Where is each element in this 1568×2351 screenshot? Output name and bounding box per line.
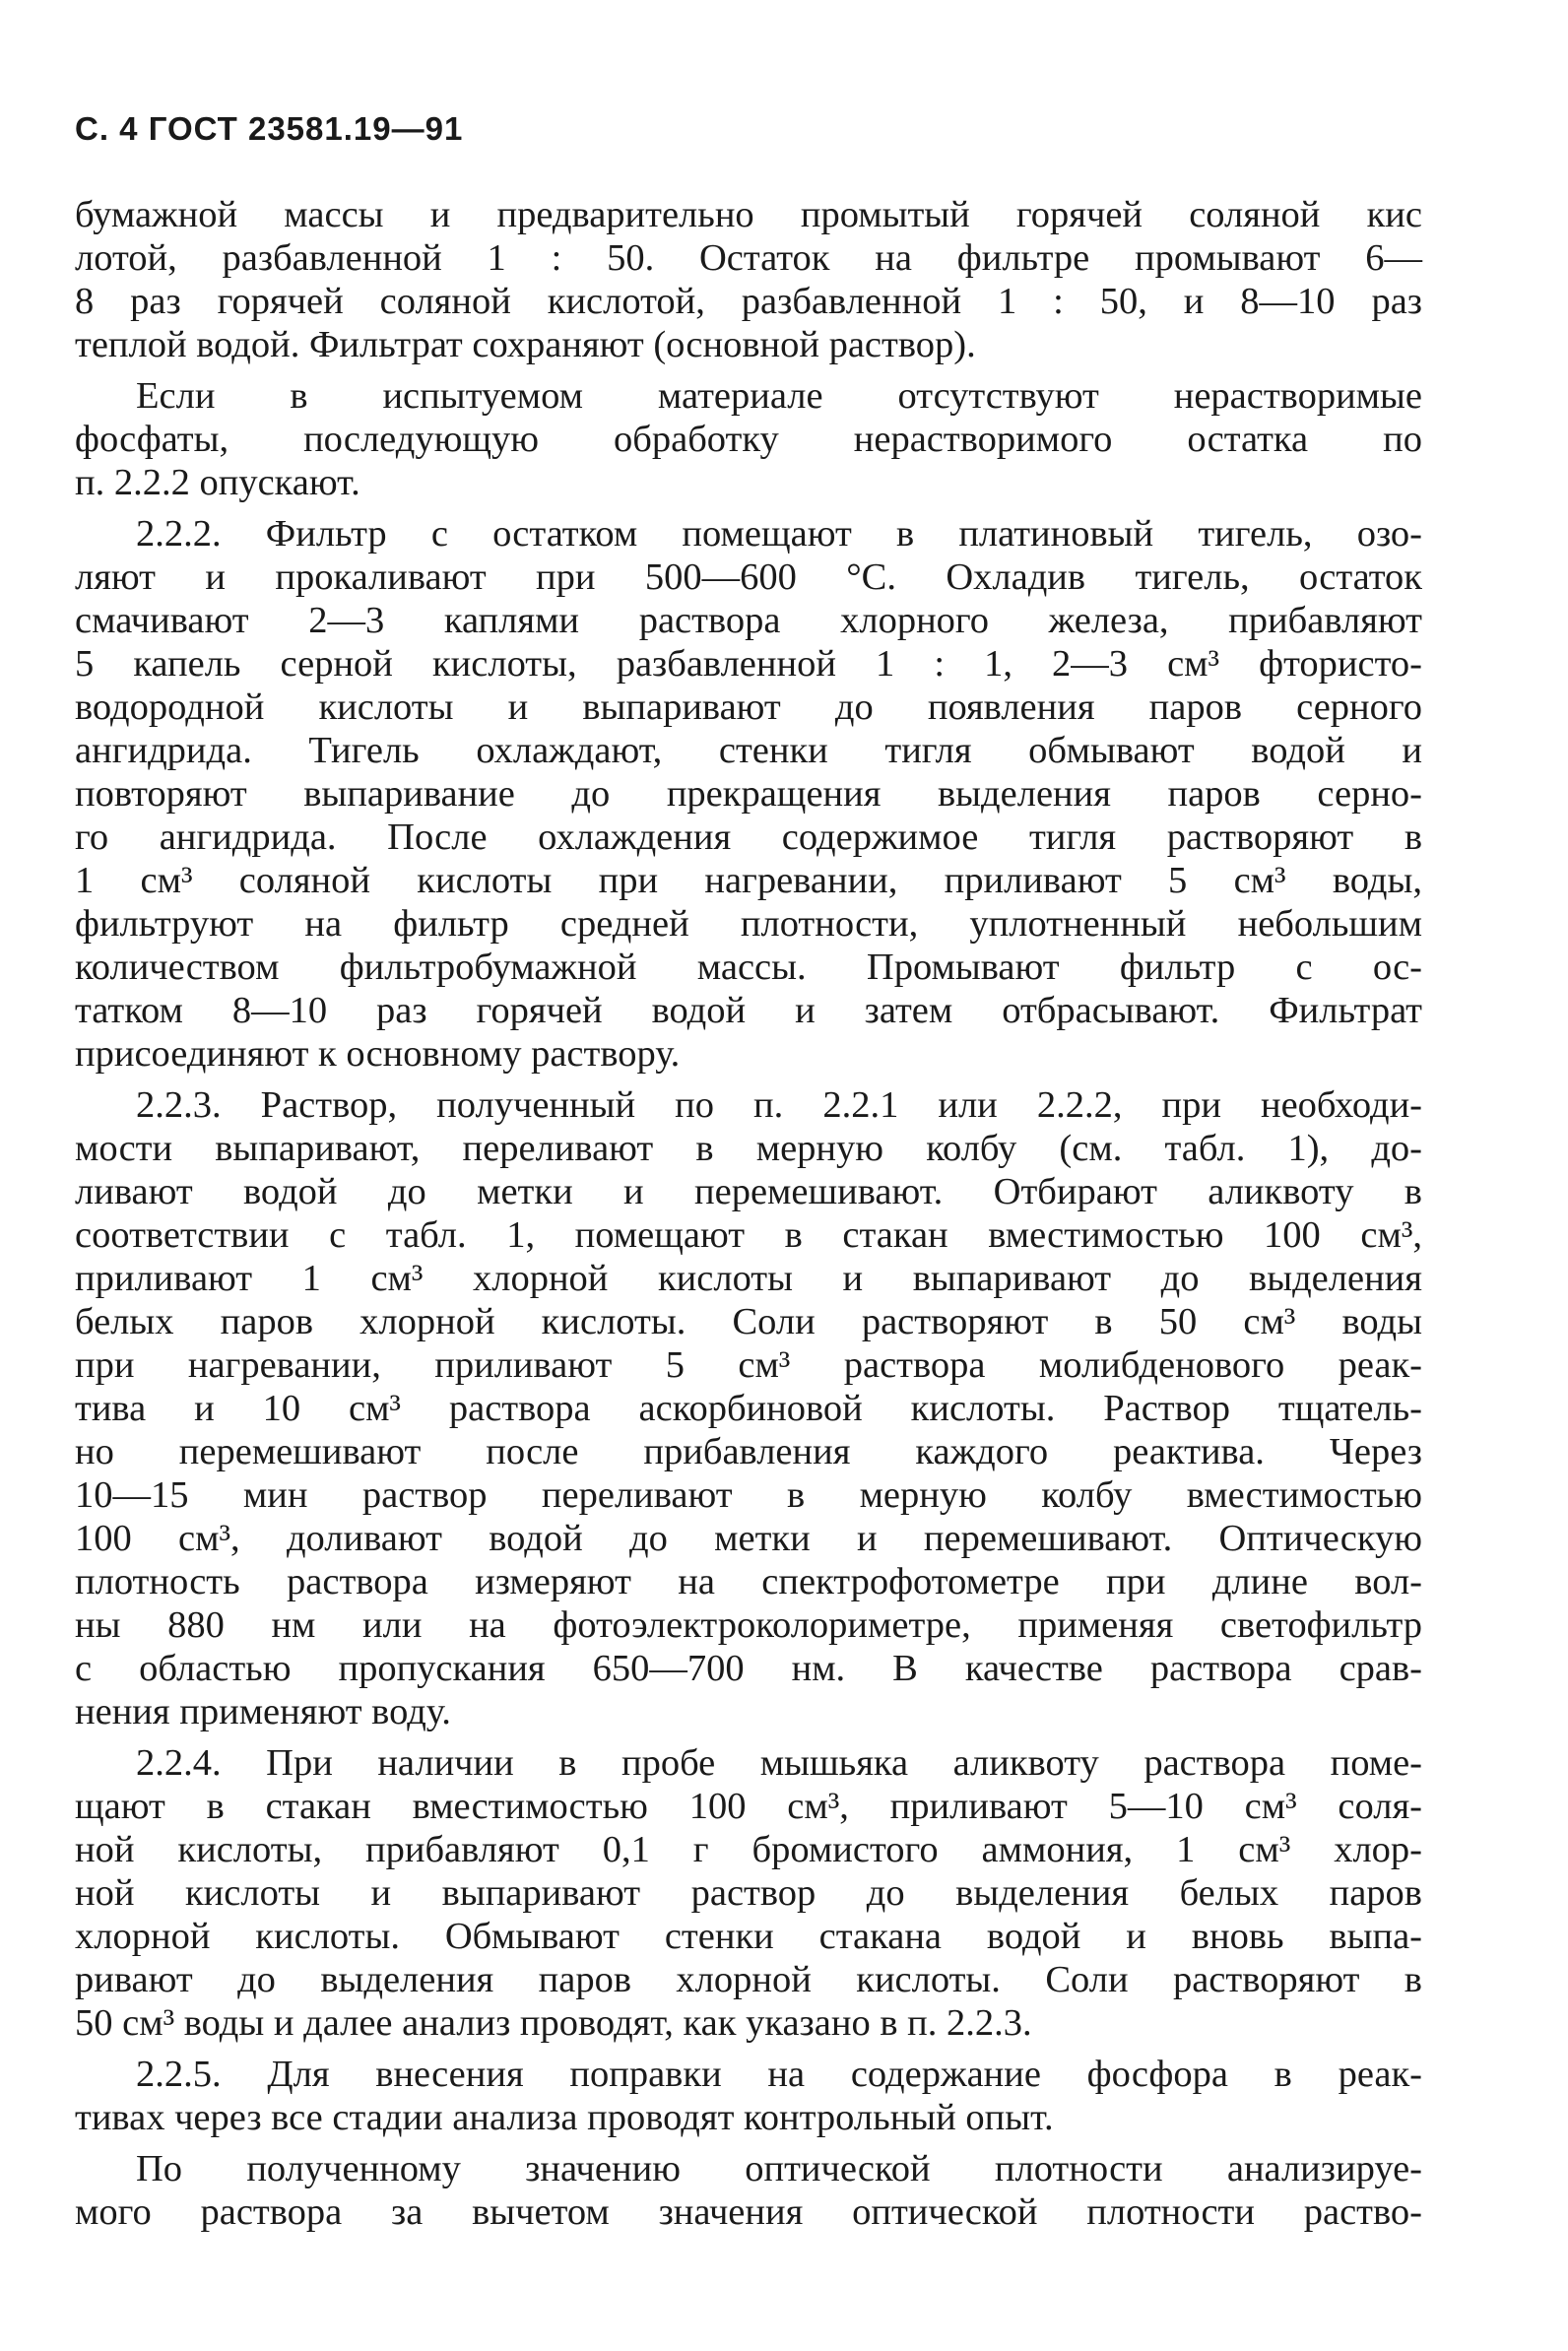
body-text — [75, 193, 1422, 2234]
paragraph — [75, 193, 1422, 366]
text-line: приливают 1 см³ хлорной кислоты и выпаривают до выделения — [75, 1258, 1422, 1299]
text-line: ангидрида. Тигель охлаждают, стенки тигля обмывают водой и — [75, 730, 1422, 771]
text-line: хлорной кислоты. Обмывают стенки стакана водой и вновь выпа- — [75, 1916, 1422, 1957]
text-line: 5 капель серной кислоты, разбавленной 1 : 1, 2—3 см³ фтористо- — [75, 643, 1422, 685]
text-line: 1 см³ соляной кислоты при нагревании, приливают 5 см³ воды, — [75, 860, 1422, 901]
text-line: ны 880 нм или на фотоэлектроколориметре, применяя светофильтр — [75, 1604, 1422, 1646]
text-line: повторяют выпаривание до прекращения выделения паров серно- — [75, 773, 1422, 815]
text-line: плотность раствора измеряют на спектрофотометре при длине вол- — [75, 1561, 1422, 1602]
text-line: тивах через все стадии анализа проводят контрольный опыт. — [75, 2097, 1054, 2138]
text-line: нения применяют воду. — [75, 1691, 451, 1732]
text-line: соответствии с табл. 1, помещают в стакан вместимостью 100 см³, — [75, 1214, 1422, 1256]
paragraph — [75, 2147, 1422, 2234]
text-line: 10—15 мин раствор переливают в мерную колбу вместимостью — [75, 1474, 1422, 1516]
text-line: лотой, разбавленной 1 : 50. Остаток на фильтре промывают 6— — [75, 237, 1422, 279]
text-line: количеством фильтробумажной массы. Промывают фильтр с ос- — [75, 947, 1422, 988]
text-line: смачивают 2—3 каплями раствора хлорного железа, прибавляют — [75, 600, 1422, 641]
paragraph — [75, 512, 1422, 1076]
text-line: водородной кислоты и выпаривают до появления паров серного — [75, 686, 1422, 728]
text-line: ной кислоты, прибавляют 0,1 г бромистого аммония, 1 см³ хлор- — [75, 1829, 1422, 1870]
paragraph — [75, 2053, 1422, 2139]
text-line: мости выпаривают, переливают в мерную колбу (см. табл. 1), до- — [75, 1128, 1422, 1169]
text-line: при нагревании, приливают 5 см³ раствора молибденового реак- — [75, 1344, 1422, 1386]
text-line: белых паров хлорной кислоты. Соли растворяют в 50 см³ воды — [75, 1301, 1422, 1342]
text-line: теплой водой. Фильтрат сохраняют (основной раствор). — [75, 324, 976, 365]
text-line: п. 2.2.2 опускают. — [75, 462, 360, 503]
text-line: По полученному значению оптической плотности анализируе- — [136, 2148, 1422, 2189]
text-line: ной кислоты и выпаривают раствор до выделения белых паров — [75, 1872, 1422, 1914]
paragraph — [75, 374, 1422, 504]
page-header: С. 4 ГОСТ 23581.19—91 — [75, 110, 464, 147]
text-line: фосфаты, последующую обработку нерастворимого остатка по — [75, 419, 1422, 460]
text-line: щают в стакан вместимостью 100 см³, приливают 5—10 см³ соля- — [75, 1786, 1422, 1827]
text-line: 2.2.5. Для внесения поправки на содержание фосфора в реак- — [136, 2054, 1422, 2095]
text-line: бумажной массы и предварительно промытый горячей соляной кис — [75, 194, 1422, 235]
text-line: го ангидрида. После охлаждения содержимое тигля растворяют в — [75, 816, 1422, 858]
text-line: 8 раз горячей соляной кислотой, разбавленной 1 : 50, и 8—10 раз — [75, 281, 1422, 322]
text-line: 2.2.3. Раствор, полученный по п. 2.2.1 или 2.2.2, при необходи- — [136, 1084, 1422, 1126]
text-line: тива и 10 см³ раствора аскорбиновой кислоты. Раствор тщатель- — [75, 1388, 1422, 1429]
text-line: 50 см³ воды и далее анализ проводят, как указано в п. 2.2.3. — [75, 2002, 1032, 2044]
text-line: фильтруют на фильтр средней плотности, уплотненный небольшим — [75, 903, 1422, 945]
text-line: ляют и прокаливают при 500—600 °С. Охладив тигель, остаток — [75, 556, 1422, 598]
text-line: Если в испытуемом материале отсутствуют нерастворимые — [136, 375, 1422, 417]
text-line: 2.2.2. Фильтр с остатком помещают в платиновый тигель, озо- — [136, 513, 1422, 555]
text-line: 100 см³, доливают водой до метки и перемешивают. Оптическую — [75, 1518, 1422, 1559]
text-line: ривают до выделения паров хлорной кислоты. Соли растворяют в — [75, 1959, 1422, 2000]
paragraph — [75, 1083, 1422, 1733]
text-line: татком 8—10 раз горячей водой и затем отбрасывают. Фильтрат — [75, 990, 1422, 1031]
text-line: присоединяют к основному раствору. — [75, 1033, 681, 1075]
paragraph — [75, 1741, 1422, 2045]
text-line: с областью пропускания 650—700 нм. В качестве раствора срав- — [75, 1648, 1422, 1689]
text-line: ливают водой до метки и перемешивают. Отбирают аликвоту в — [75, 1171, 1422, 1212]
text-line: но перемешивают после прибавления каждого реактива. Через — [75, 1431, 1422, 1472]
text-line: мого раствора за вычетом значения оптической плотности раство- — [75, 2191, 1422, 2233]
text-line: 2.2.4. При наличии в пробе мышьяка аликвоту раствора поме- — [136, 1742, 1422, 1784]
